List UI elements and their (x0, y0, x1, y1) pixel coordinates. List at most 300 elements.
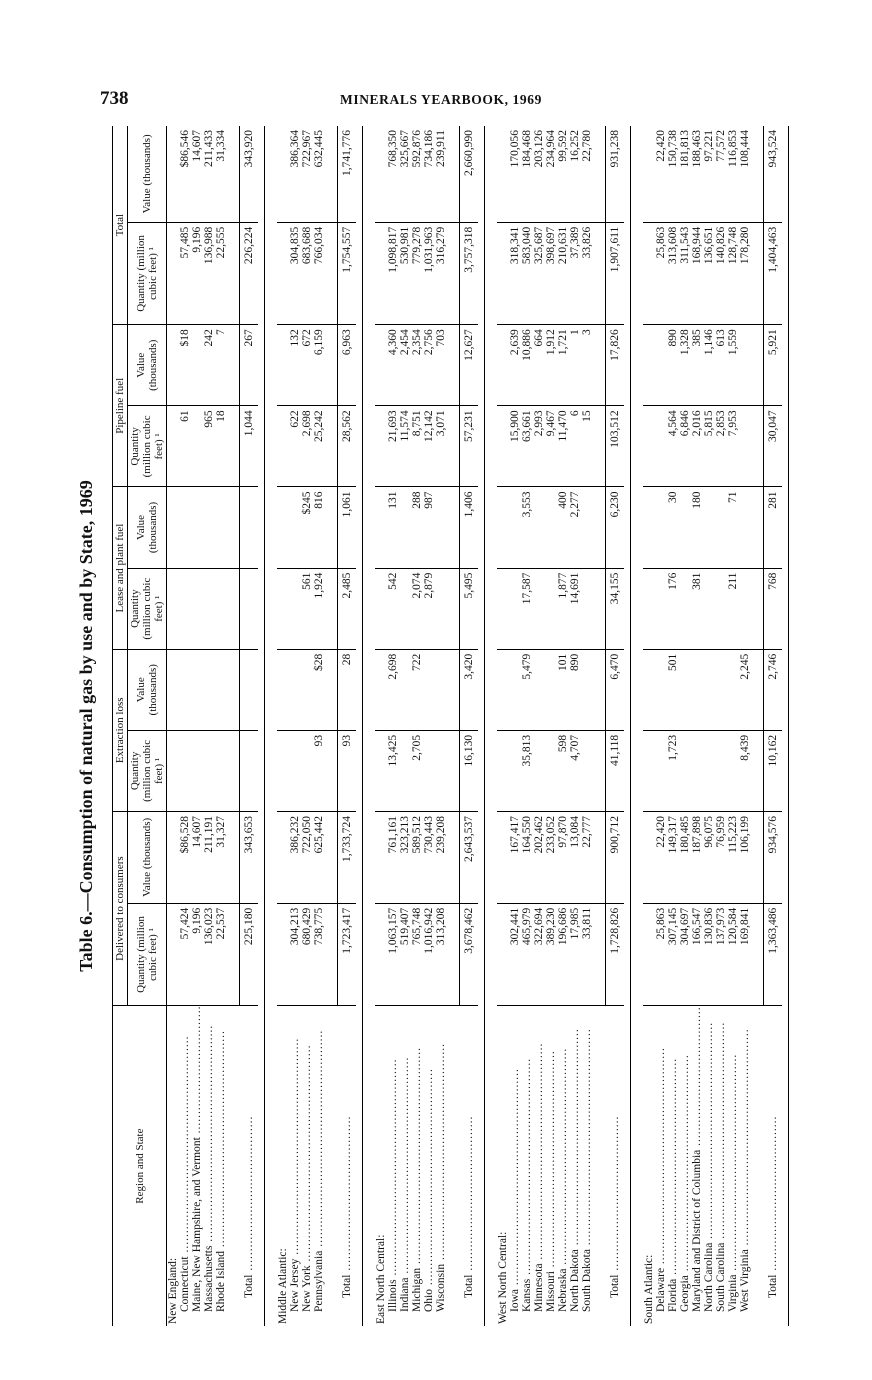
data-cell: 2,705 (411, 730, 423, 811)
region-name: South Atlantic: (643, 1254, 655, 1324)
empty-cell (643, 811, 655, 903)
total-cell: 1,907,611 (606, 222, 625, 324)
table-row (227, 126, 240, 1326)
empty-cell (167, 126, 180, 222)
state-name: Connecticut ..... (179, 1006, 191, 1326)
group-header: Extraction loss (113, 649, 128, 811)
total-cell: 226,224 (240, 222, 259, 324)
data-cell (727, 649, 739, 730)
data-cell: 1,723 (667, 730, 679, 811)
state-name: Georgia ..... (679, 1006, 691, 1326)
data-cell (179, 568, 191, 649)
data-cell: 2,074 (411, 568, 423, 649)
spacer (227, 325, 240, 406)
data-cell: 77,572 (715, 126, 727, 222)
data-cell: 1,328 (679, 325, 691, 406)
total-cell: 28,562 (338, 406, 357, 487)
empty-cell (277, 730, 289, 811)
data-cell: $28 (313, 649, 325, 730)
total-cell: 5,921 (764, 325, 783, 406)
data-cell: 12,142 (423, 406, 435, 487)
empty-cell (375, 487, 387, 568)
state-name: Iowa ..... (509, 1006, 521, 1326)
data-cell (533, 568, 545, 649)
state-name: Kansas ..... (521, 1006, 533, 1326)
rotated-table-block (50, 126, 810, 1326)
empty-cell (643, 222, 655, 324)
data-cell: 1,016,942 (423, 903, 435, 1005)
data-cell: 313,608 (667, 222, 679, 324)
total-cell: 93 (338, 730, 357, 811)
empty-cell (643, 903, 655, 1005)
spacer (485, 126, 498, 1326)
empty-cell (277, 325, 289, 406)
empty-cell (643, 325, 655, 406)
data-cell: 210,631 (557, 222, 569, 324)
table-row (179, 126, 191, 1326)
data-cell: 501 (667, 649, 679, 730)
total-cell (240, 730, 259, 811)
data-cell: 613 (715, 325, 727, 406)
region-row (375, 126, 387, 1326)
data-cell: 57,424 (179, 903, 191, 1005)
data-cell: 22,780 (581, 126, 593, 222)
spacer (227, 487, 240, 568)
data-cell: 136,988 (203, 222, 215, 324)
empty-cell (643, 126, 655, 222)
state-name: New York ..... (301, 1006, 313, 1326)
data-cell: 180 (691, 487, 703, 568)
data-cell: 583,040 (521, 222, 533, 324)
total-cell: 1,733,724 (338, 811, 357, 903)
spacer (447, 903, 460, 1005)
spacer (325, 730, 338, 811)
page-number: 738 (100, 88, 129, 109)
empty-cell (497, 568, 509, 649)
empty-cell (497, 325, 509, 406)
table-row (289, 126, 301, 1326)
data-cell: 680,429 (301, 903, 313, 1005)
data-cell: 4,564 (667, 406, 679, 487)
table-row (715, 126, 727, 1326)
data-cell: 302,441 (509, 903, 521, 1005)
empty-cell (167, 406, 180, 487)
table-row (387, 126, 399, 1326)
spacer (325, 903, 338, 1005)
data-cell: 15 (581, 406, 593, 487)
data-cell (289, 487, 301, 568)
data-cell (509, 568, 521, 649)
data-cell: 768,350 (387, 126, 399, 222)
spacer (751, 126, 764, 222)
data-cell: 203,126 (533, 126, 545, 222)
data-cell (191, 406, 203, 487)
data-cell: 14,691 (569, 568, 581, 649)
data-cell: 8,439 (739, 730, 751, 811)
data-cell: 2,853 (715, 406, 727, 487)
data-cell: 622 (289, 406, 301, 487)
empty-cell (643, 568, 655, 649)
total-cell: 103,512 (606, 406, 625, 487)
total-cell: 5,495 (460, 568, 479, 649)
data-cell: 242 (203, 325, 215, 406)
table-row (557, 126, 569, 1326)
data-cell: $245 (301, 487, 313, 568)
data-cell: 2,756 (423, 325, 435, 406)
table-row (569, 126, 581, 1326)
total-cell: 41,118 (606, 730, 625, 811)
data-cell (509, 487, 521, 568)
empty-cell (643, 730, 655, 811)
data-cell: 530,981 (399, 222, 411, 324)
total-cell: 6,470 (606, 649, 625, 730)
empty-cell (375, 406, 387, 487)
total-cell: 2,485 (338, 568, 357, 649)
data-cell: 9,467 (545, 406, 557, 487)
spacer (751, 406, 764, 487)
data-cell: 10,886 (521, 325, 533, 406)
state-name: West Virginia ..... (739, 1006, 751, 1326)
data-cell: 239,911 (435, 126, 447, 222)
empty-cell (277, 406, 289, 487)
data-cell (581, 649, 593, 730)
data-cell (703, 568, 715, 649)
data-cell: 6 (569, 406, 581, 487)
spacer (593, 903, 606, 1005)
state-name: Delaware ..... (655, 1006, 667, 1326)
data-cell: 4,360 (387, 325, 399, 406)
data-cell: 178,280 (739, 222, 751, 324)
total-cell: 1,728,826 (606, 903, 625, 1005)
data-cell (435, 649, 447, 730)
total-cell: 1,741,776 (338, 126, 357, 222)
data-cell (581, 487, 593, 568)
data-cell (301, 730, 313, 811)
total-cell: 1,723,417 (338, 903, 357, 1005)
spacer (325, 811, 338, 903)
data-cell: 2,698 (301, 406, 313, 487)
data-cell: 136,651 (703, 222, 715, 324)
data-cell: 1 (569, 325, 581, 406)
region-gap (363, 126, 376, 1326)
data-cell: 31,327 (215, 811, 227, 903)
total-cell: 343,653 (240, 811, 259, 903)
spacer (447, 487, 460, 568)
spacer (227, 730, 240, 811)
region-row (167, 126, 180, 1326)
data-cell: 722,967 (301, 126, 313, 222)
spacer (325, 649, 338, 730)
table-row (301, 126, 313, 1326)
empty-cell (375, 126, 387, 222)
data-cell: 108,444 (739, 126, 751, 222)
table-row (399, 126, 411, 1326)
region-row (497, 126, 509, 1326)
data-cell: 16,252 (569, 126, 581, 222)
data-cell: 149,317 (667, 811, 679, 903)
data-cell (435, 730, 447, 811)
data-cell (191, 487, 203, 568)
empty-cell (167, 649, 180, 730)
data-cell: 115,223 (727, 811, 739, 903)
data-cell: 180,485 (679, 811, 691, 903)
empty-cell (375, 903, 387, 1005)
quantity-header: Quantity (million cubic feet) ¹ (128, 903, 167, 1005)
empty-cell (497, 222, 509, 324)
data-cell (423, 730, 435, 811)
data-cell: $86,546 (179, 126, 191, 222)
data-cell (739, 487, 751, 568)
data-cell: 703 (435, 325, 447, 406)
data-cell: 14,607 (191, 126, 203, 222)
data-cell: 3,553 (521, 487, 533, 568)
spacer (593, 406, 606, 487)
spacer (325, 487, 338, 568)
total-cell: 28 (338, 649, 357, 730)
data-cell: 2,639 (509, 325, 521, 406)
data-cell: 519,407 (399, 903, 411, 1005)
data-cell: 6,159 (313, 325, 325, 406)
data-cell: 164,550 (521, 811, 533, 903)
data-cell (679, 568, 691, 649)
spacer (325, 222, 338, 324)
data-cell: 683,688 (301, 222, 313, 324)
data-cell: 1,877 (557, 568, 569, 649)
empty-cell (375, 649, 387, 730)
data-cell: 131 (387, 487, 399, 568)
data-cell: 61 (179, 406, 191, 487)
separator-rule (782, 126, 789, 1326)
empty-cell (375, 325, 387, 406)
spacer (751, 568, 764, 649)
table-row (679, 126, 691, 1326)
total-cell (240, 487, 259, 568)
data-cell (655, 325, 667, 406)
quantity-header: Quantity (million cubic feet) ¹ (128, 568, 167, 649)
group-header: Pipeline fuel (113, 325, 128, 487)
data-cell: 15,900 (509, 406, 521, 487)
table-row (751, 126, 764, 1326)
table-row (739, 126, 751, 1326)
data-cell (545, 487, 557, 568)
total-cell: 225,180 (240, 903, 259, 1005)
total-row (460, 126, 479, 1326)
state-name: Pennsylvania ..... (313, 1006, 325, 1326)
spacer (751, 903, 764, 1005)
data-cell: 31,334 (215, 126, 227, 222)
value-header: Value (thousands) (128, 487, 167, 568)
data-cell (545, 730, 557, 811)
table-row (545, 126, 557, 1326)
empty-cell (167, 487, 180, 568)
data-cell: 1,146 (703, 325, 715, 406)
data-cell: 890 (569, 649, 581, 730)
data-cell: 166,547 (691, 903, 703, 1005)
data-cell (715, 649, 727, 730)
data-cell: 106,199 (739, 811, 751, 903)
value-header: Value (thousands) (128, 649, 167, 730)
spacer (227, 649, 240, 730)
data-cell: 30 (667, 487, 679, 568)
empty-cell (277, 811, 289, 903)
data-cell: 14,607 (191, 811, 203, 903)
data-cell: 1,098,817 (387, 222, 399, 324)
spacer (363, 126, 376, 1326)
state-name: Indiana ..... (399, 1006, 411, 1326)
table-row (423, 126, 435, 1326)
empty-cell (643, 406, 655, 487)
state-name: Massachusetts ..... (203, 1006, 215, 1326)
state-name: South Carolina ..... (715, 1006, 727, 1326)
total-cell: 1,404,463 (764, 222, 783, 324)
table-row (215, 126, 227, 1326)
spacer (593, 568, 606, 649)
empty-cell (497, 903, 509, 1005)
data-cell: 2,879 (423, 568, 435, 649)
state-name: Florida ..... (667, 1006, 679, 1326)
data-cell: 168,944 (691, 222, 703, 324)
data-cell (533, 730, 545, 811)
region-row (277, 126, 289, 1326)
data-cell (655, 730, 667, 811)
state-name: South Dakota ..... (581, 1006, 593, 1326)
empty-cell (375, 568, 387, 649)
table-row (509, 126, 521, 1326)
data-cell (715, 568, 727, 649)
data-cell: 307,145 (667, 903, 679, 1005)
data-cell (545, 649, 557, 730)
total-cell: 57,231 (460, 406, 479, 487)
data-cell: 2,277 (569, 487, 581, 568)
data-cell (679, 649, 691, 730)
total-cell: 6,230 (606, 487, 625, 568)
data-cell (655, 406, 667, 487)
data-cell: 234,964 (545, 126, 557, 222)
empty-cell (497, 811, 509, 903)
data-cell (739, 406, 751, 487)
data-cell: 965 (203, 406, 215, 487)
value-header: Value (thousands) (128, 811, 167, 903)
data-cell: 35,813 (521, 730, 533, 811)
data-cell: 890 (667, 325, 679, 406)
state-name: Wisconsin ..... (435, 1006, 447, 1326)
data-cell (435, 568, 447, 649)
group-header: Total (113, 126, 128, 325)
consumption-table (112, 126, 789, 1326)
state-name: Virginia ..... (727, 1006, 739, 1326)
empty-cell (375, 222, 387, 324)
state-name: New Jersey ..... (289, 1006, 301, 1326)
data-cell (533, 487, 545, 568)
data-cell (203, 730, 215, 811)
spacer (593, 1006, 606, 1326)
data-cell: 101 (557, 649, 569, 730)
data-cell: 592,876 (411, 126, 423, 222)
empty-cell (277, 487, 289, 568)
data-cell (289, 649, 301, 730)
data-cell: 137,973 (715, 903, 727, 1005)
data-cell: 561 (301, 568, 313, 649)
total-cell: 16,130 (460, 730, 479, 811)
data-cell: 323,213 (399, 811, 411, 903)
data-cell: 37,389 (569, 222, 581, 324)
table-row (447, 126, 460, 1326)
data-cell: 211 (727, 568, 739, 649)
empty-cell (277, 649, 289, 730)
spacer (227, 811, 240, 903)
data-cell: 211,433 (203, 126, 215, 222)
data-cell: 33,811 (581, 903, 593, 1005)
total-cell: 1,363,486 (764, 903, 783, 1005)
data-cell: 9,196 (191, 903, 203, 1005)
data-cell: 170,056 (509, 126, 521, 222)
data-cell: 779,278 (411, 222, 423, 324)
empty-cell (643, 487, 655, 568)
data-cell: 316,279 (435, 222, 447, 324)
total-cell (240, 649, 259, 730)
total-row (764, 126, 783, 1326)
data-cell: 730,443 (423, 811, 435, 903)
table-row (655, 126, 667, 1326)
total-cell: 30,047 (764, 406, 783, 487)
group-header: Lease and plant fuel (113, 487, 128, 649)
data-cell (399, 568, 411, 649)
data-cell: 167,417 (509, 811, 521, 903)
spacer (227, 222, 240, 324)
data-cell: 766,034 (313, 222, 325, 324)
data-cell: 25,863 (655, 903, 667, 1005)
data-cell: 313,208 (435, 903, 447, 1005)
data-cell: 722 (411, 649, 423, 730)
data-cell: 21,693 (387, 406, 399, 487)
spacer (227, 903, 240, 1005)
running-head: MINERALS YEARBOOK, 1969 (340, 92, 542, 107)
spacer (447, 406, 460, 487)
data-cell: 1,924 (313, 568, 325, 649)
data-cell (215, 487, 227, 568)
data-cell: 1,559 (727, 325, 739, 406)
state-name: Rhode Island ..... (215, 1006, 227, 1326)
data-cell: 304,213 (289, 903, 301, 1005)
quantity-header: Quantity (million cubic feet) ¹ (128, 406, 167, 487)
data-cell (203, 487, 215, 568)
total-cell: 12,627 (460, 325, 479, 406)
data-cell (691, 730, 703, 811)
data-cell: $18 (179, 325, 191, 406)
data-cell (581, 568, 593, 649)
spacer (447, 1006, 460, 1326)
state-name: Nebraska ..... (557, 1006, 569, 1326)
data-cell: 386,364 (289, 126, 301, 222)
data-cell: 13,425 (387, 730, 399, 811)
data-cell: 22,420 (655, 811, 667, 903)
empty-cell (167, 811, 180, 903)
data-cell: 6,846 (679, 406, 691, 487)
data-cell (655, 487, 667, 568)
region-name: West North Central: (497, 1231, 509, 1324)
total-row (338, 126, 357, 1326)
total-label: Total ..... (338, 1006, 357, 1326)
data-cell: 1,912 (545, 325, 557, 406)
empty-cell (277, 568, 289, 649)
empty-cell (643, 649, 655, 730)
region-separator (782, 126, 789, 1326)
data-cell: 632,445 (313, 126, 325, 222)
data-cell (533, 649, 545, 730)
total-cell: 34,155 (606, 568, 625, 649)
data-cell: 150,738 (667, 126, 679, 222)
data-cell (739, 568, 751, 649)
